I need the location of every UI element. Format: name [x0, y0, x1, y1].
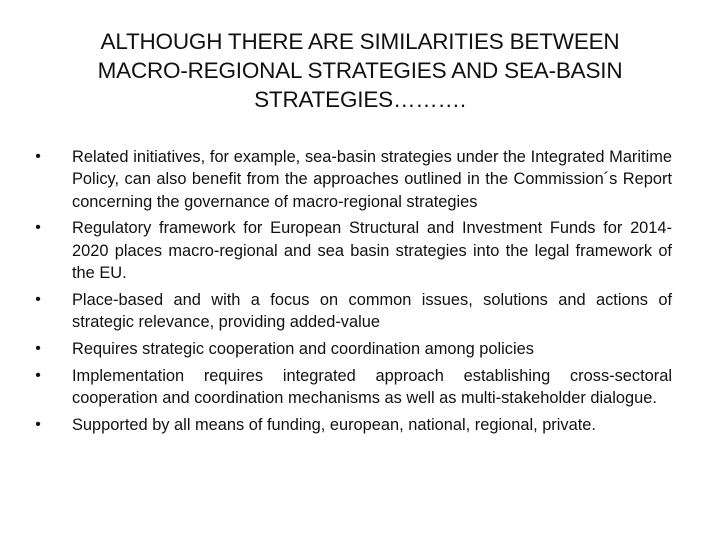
slide-title: [40, 27, 680, 114]
bullet-text: Implementation requires integrated approach establishing cross-sectoral cooperation and coordination mechanisms as well as multi-stakeholder dialogue.: [72, 366, 672, 407]
title-line: MACRO-REGIONAL STRATEGIES AND SEA-BASIN: [97, 58, 623, 83]
bullet-icon: •: [35, 290, 41, 308]
bullet-list: [28, 146, 672, 441]
bullet-icon: •: [35, 366, 41, 384]
bullet-icon: •: [35, 415, 41, 433]
bullet-item: [28, 146, 672, 213]
bullet-text: Regulatory framework for European Structural and Investment Funds for 2014-2020 places macro-regional and sea basin strategies into the legal framework of the EU.: [72, 219, 672, 282]
bullet-text: Requires strategic cooperation and coordination among policies: [72, 339, 534, 358]
bullet-icon: •: [35, 148, 41, 165]
bullet-icon: •: [35, 219, 41, 237]
bullet-item: [28, 338, 672, 360]
title-line: ALTHOUGH THERE ARE SIMILARITIES BETWEEN: [100, 29, 620, 54]
bullet-item: [28, 365, 672, 410]
bullet-icon: •: [35, 339, 41, 357]
bullet-item: [28, 217, 672, 284]
bullet-text: Related initiatives, for example, sea-basin strategies under the Integrated Maritime Policy, can also benefit from the approaches outlined in the Commission´s Report concerning the governance of macro-regional strategies: [72, 148, 672, 211]
title-line: STRATEGIES……….: [254, 87, 466, 112]
bullet-item: [28, 289, 672, 334]
bullet-item: [28, 414, 672, 436]
bullet-text: Place-based and with a focus on common issues, solutions and actions of strategic relevance, providing added-value: [72, 290, 672, 332]
bullet-text: Supported by all means of funding, european, national, regional, private.: [72, 415, 596, 434]
